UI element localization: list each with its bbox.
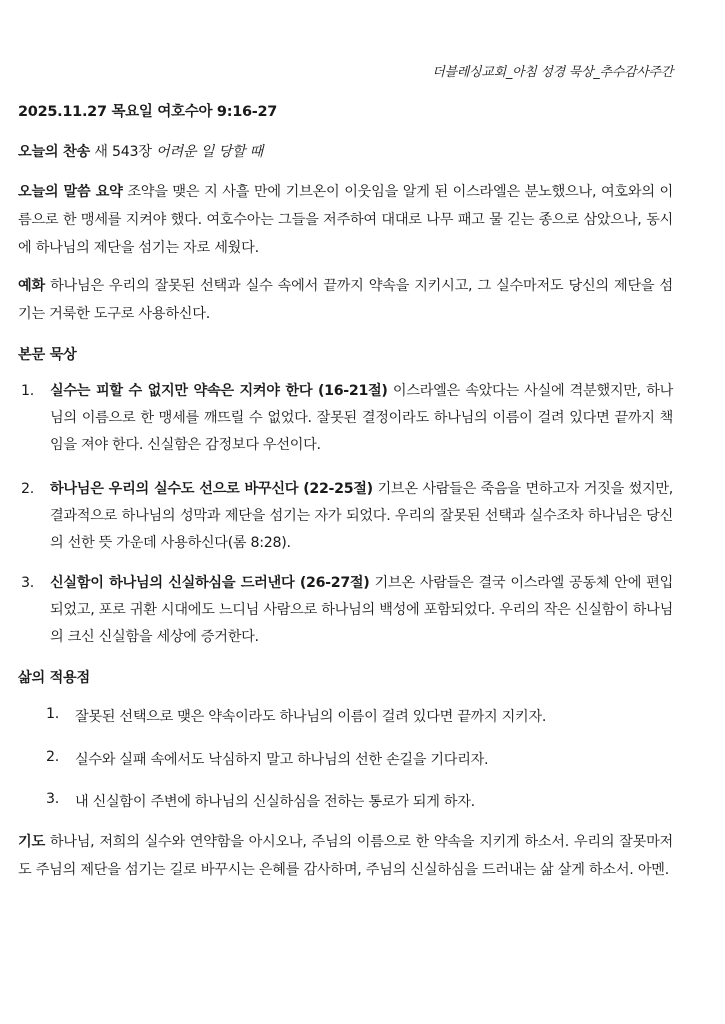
meditation-heading: 본문 묵상 — [18, 347, 77, 363]
prayer — [18, 828, 673, 884]
document-header: 더블레싱교회_아침 성경 묵상_추수감사주간 — [432, 65, 673, 80]
illustration — [18, 272, 673, 328]
application-item-1 — [44, 706, 684, 726]
meditation-item-2 — [18, 476, 673, 557]
date-line: 2025.11.27 목요일 여호수아 9:16-27 — [18, 104, 278, 120]
list-number: 1. — [21, 383, 34, 399]
meditation-item-title: 실수는 피할 수 없지만 약속은 지켜야 한다 (16-21절) — [50, 383, 388, 399]
meditation-item-1 — [18, 378, 673, 459]
hymn-title: 어려운 일 당할 때 — [156, 144, 263, 160]
illustration-label: 예화 — [18, 278, 45, 294]
meditation-item-title: 하나님은 우리의 실수도 선으로 바꾸신다 (22-25절) — [50, 481, 373, 497]
meditation-item-3 — [18, 570, 673, 651]
list-number: 1. — [46, 706, 59, 722]
prayer-text: 하나님, 저희의 실수와 연약함을 아시오나, 주님의 이름으로 한 약속을 지키게 하소서. 우리의 잘못마저도 주님의 제단을 섬기는 길로 바꾸시는 은혜를 감사하며, 주님의 신실하심을 드러내는 삶 살게 하소서. 아멘. — [18, 834, 673, 878]
meditation-item-text: 기브온 사람들은 죽음을 면하고자 거짓을 썼지만, 결과적으로 하나님의 성막과 제단을 섬기는 자가 되었다. 우리의 잘못된 선택과 실수조차 하나님은 당신의 선한 뜻 가운데 사용하신다(롬 8:28). — [50, 481, 674, 551]
application-item-2 — [44, 749, 684, 769]
todays-hymn — [18, 138, 673, 166]
prayer-label: 기도 — [18, 834, 45, 850]
hymn-label: 오늘의 찬송 — [18, 144, 90, 160]
meditation-item-text: 기브온 사람들은 결국 이스라엘 공동체 안에 편입되었고, 포로 귀환 시대에도 느디님 사람으로 하나님의 백성에 포함되었다. 우리의 작은 신실함이 하나님의 크신 신실함을 세상에 증거한다. — [50, 575, 673, 645]
application-item-text: 내 신실함이 주변에 하나님의 신실하심을 전하는 통로가 되게 하자. — [75, 794, 475, 810]
illustration-text: 하나님은 우리의 잘못된 선택과 실수 속에서 끝까지 약속을 지키시고, 그 실수마저도 당신의 제단을 섬기는 거룩한 도구로 사용하신다. — [18, 278, 673, 322]
list-number: 2. — [21, 481, 34, 497]
list-number: 2. — [46, 749, 59, 765]
meditation-item-title: 신실함이 하나님의 신실하심을 드러낸다 (26-27절) — [50, 575, 370, 591]
hymn-number: 새 543장 — [89, 144, 156, 160]
scripture-summary — [18, 178, 673, 262]
list-number: 3. — [46, 791, 59, 807]
list-number: 3. — [21, 575, 34, 591]
application-item-text: 실수와 실패 속에서도 낙심하지 말고 하나님의 선한 손길을 기다리자. — [75, 752, 489, 768]
application-item-3 — [44, 791, 684, 811]
summary-label: 오늘의 말씀 요약 — [18, 184, 123, 200]
meditation-item-text: 이스라엘은 속았다는 사실에 격분했지만, 하나님의 이름으로 한 맹세를 깨뜨릴 수 없었다. 잘못된 결정이라도 하나님의 이름이 걸려 있다면 끝까지 책임을 져야 한다. 신실함은 감정보다 우선이다. — [50, 383, 673, 453]
application-heading: 삶의 적용점 — [18, 670, 90, 686]
application-item-text: 잘못된 선택으로 맺은 약속이라도 하나님의 이름이 걸려 있다면 끝까지 지키자. — [75, 709, 547, 725]
summary-text: 조약을 맺은 지 사흘 만에 기브온이 이웃임을 알게 된 이스라엘은 분노했으나, 여호와의 이름으로 한 맹세를 지켜야 했다. 여호수아는 그들을 저주하여 대대로 나무 패고 물 긷는 종으로 삼았으나, 동시에 하나님의 제단을 섬기는 자로 세웠다. — [18, 184, 673, 256]
